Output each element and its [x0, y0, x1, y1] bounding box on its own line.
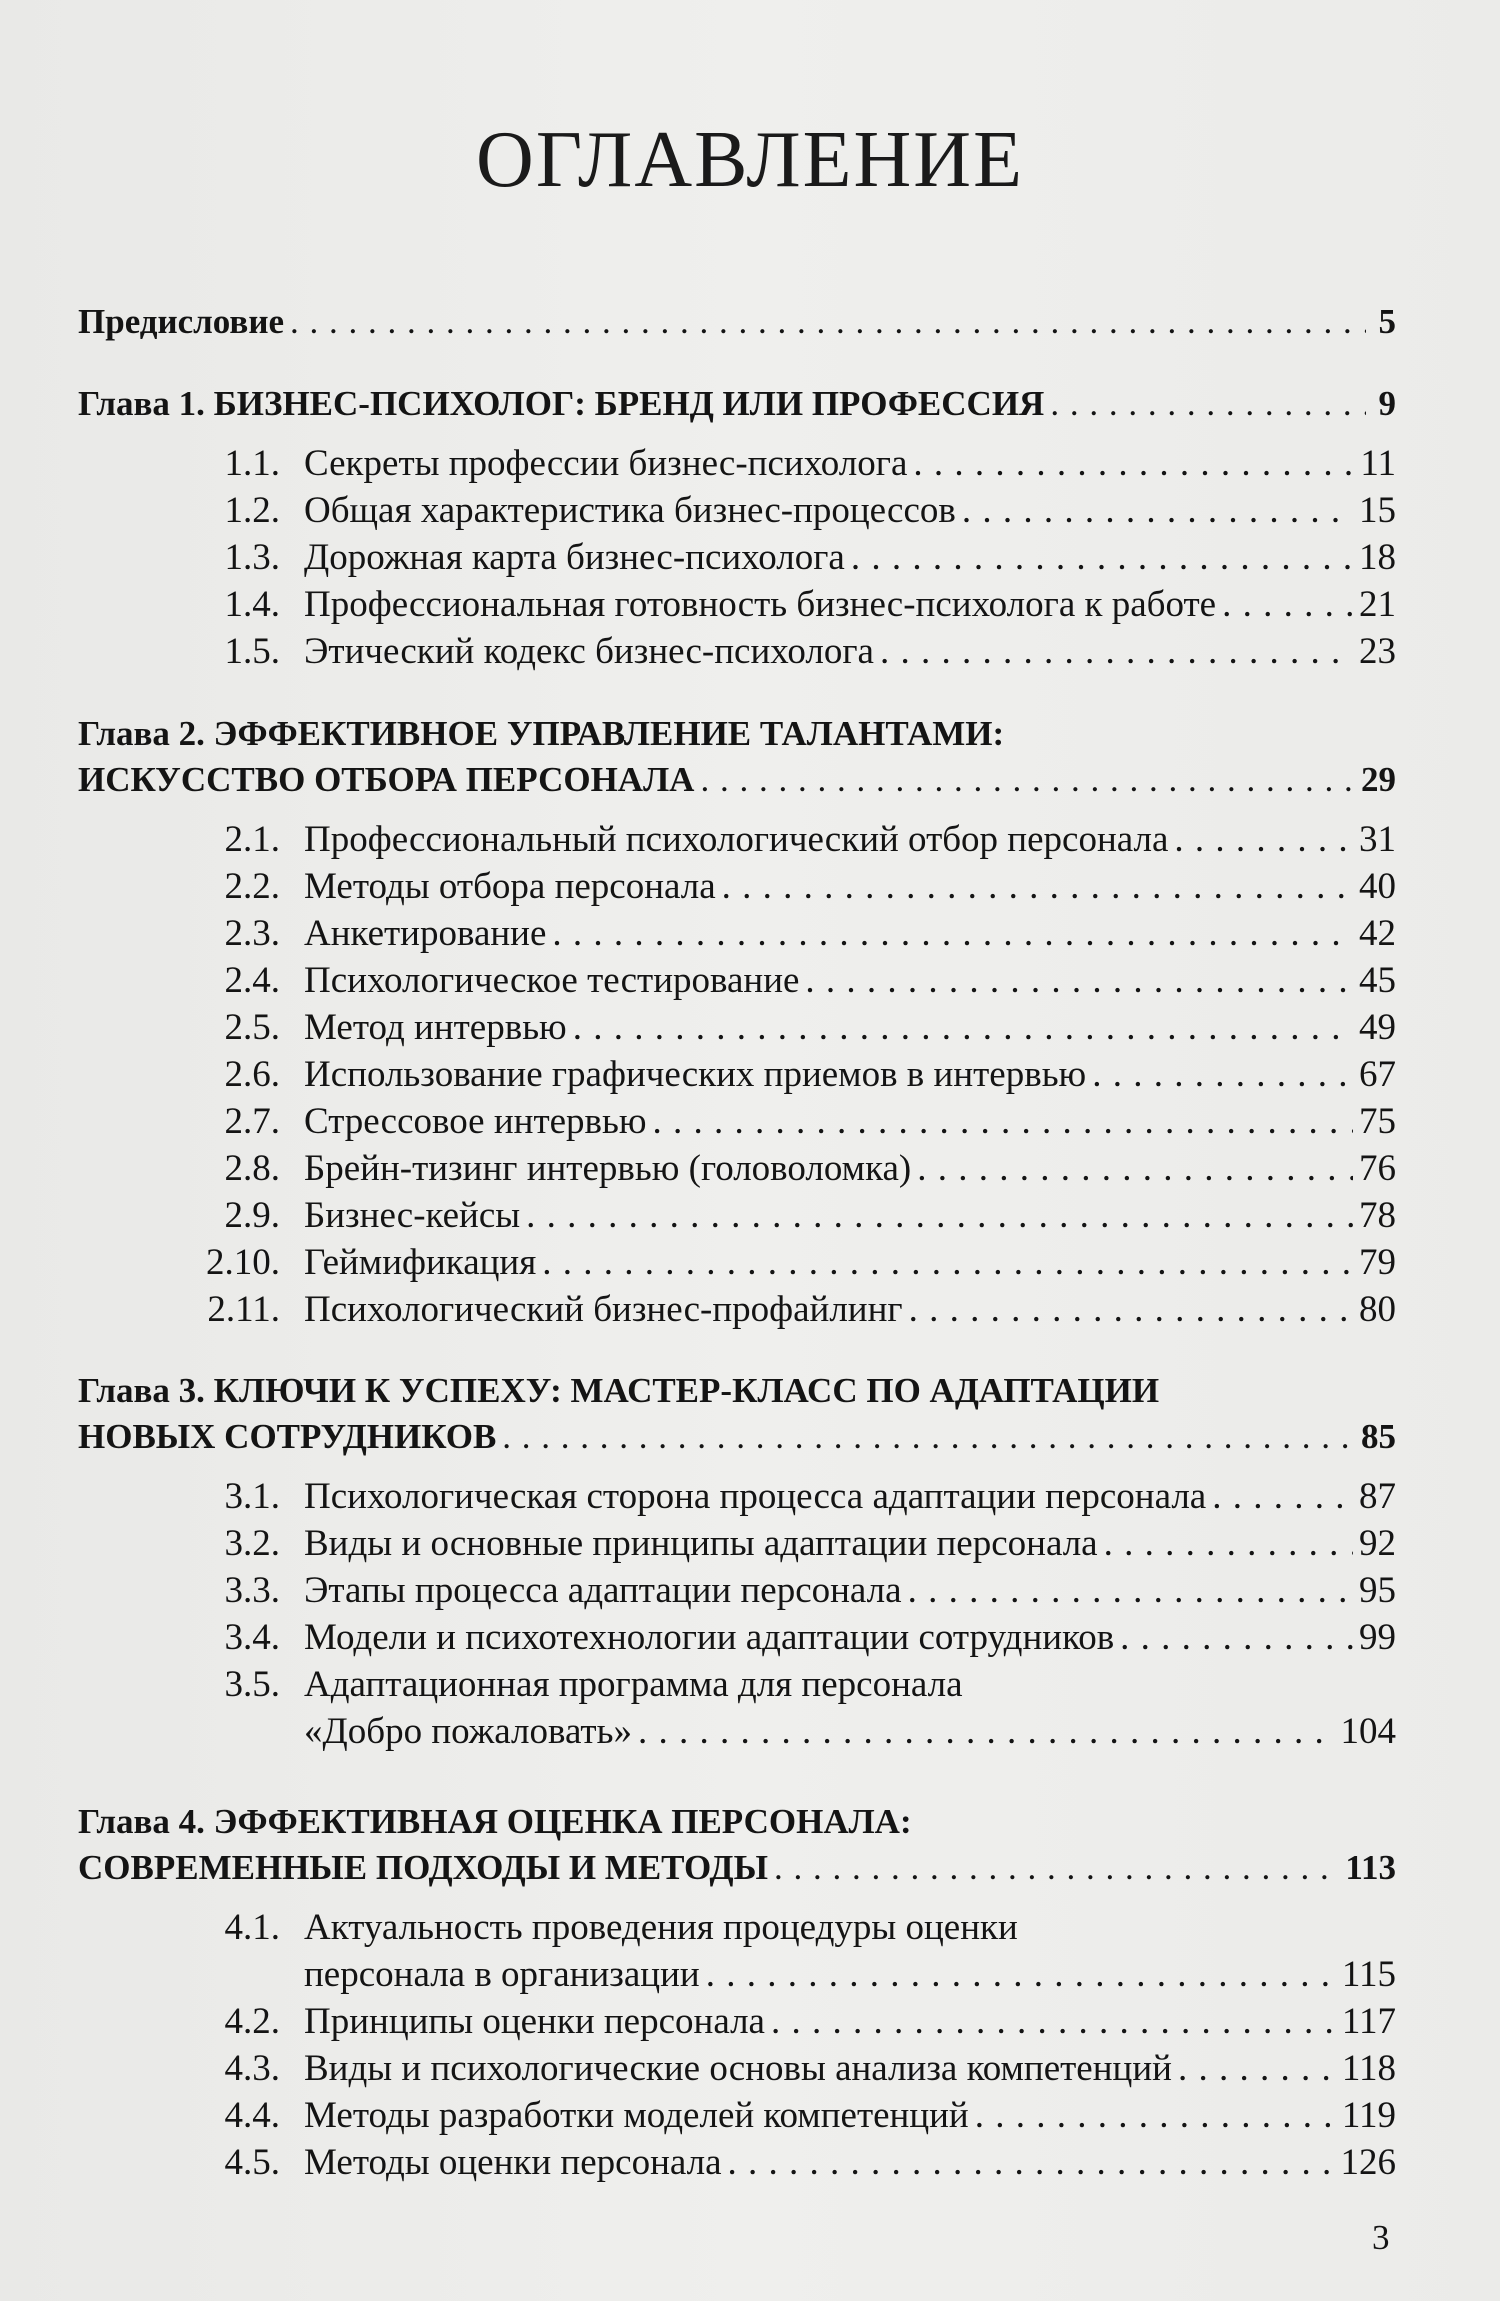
- section-page: 23: [1359, 631, 1396, 672]
- dot-leader: [290, 300, 1366, 344]
- section-title: Брейн-тизинг интервью (головоломка): [304, 1148, 912, 1189]
- dot-leader: [1174, 818, 1353, 862]
- section-page: 87: [1359, 1476, 1396, 1517]
- chapter-title: Глава 1. БИЗНЕС-ПСИХОЛОГ: БРЕНД ИЛИ ПРОФЕССИЯ: [78, 384, 1045, 423]
- section-title: Дорожная карта бизнес-психолога: [304, 537, 845, 578]
- section-number: 2.8.: [224, 1148, 280, 1189]
- section-title: Стрессовое интервью: [304, 1101, 647, 1142]
- toc-section-3-3[interactable]: [150, 1569, 1396, 1613]
- toc-section-1-4[interactable]: [150, 583, 1396, 627]
- toc-section-4-4[interactable]: [150, 2094, 1396, 2138]
- section-page: 117: [1341, 2001, 1396, 2042]
- chapter-title: Глава 3. КЛЮЧИ К УСПЕХУ: МАСТЕР-КЛАСС ПО АДАПТАЦИИ: [78, 1371, 1160, 1410]
- section-title: Принципы оценки персонала: [304, 2001, 765, 2042]
- section-page: 118: [1341, 2048, 1396, 2089]
- page-number: 3: [1372, 2218, 1390, 2257]
- section-page: 119: [1341, 2095, 1396, 2136]
- page-title: ОГЛАВЛЕНИЕ: [476, 116, 1024, 204]
- dot-leader: [962, 489, 1353, 533]
- toc-section-2-5[interactable]: [150, 1006, 1396, 1050]
- section-number: 1.5.: [224, 631, 280, 672]
- chapter-title: Глава 2. ЭФФЕКТИВНОЕ УПРАВЛЕНИЕ ТАЛАНТАМИ:: [78, 714, 1005, 753]
- section-page: 40: [1359, 866, 1396, 907]
- toc-chapter-2-line2[interactable]: [78, 758, 1396, 802]
- section-title: Актуальность проведения процедуры оценки: [304, 1907, 1018, 1948]
- dot-leader: [774, 1846, 1339, 1890]
- entry-page: 5: [1378, 302, 1396, 341]
- section-title: Этапы процесса адаптации персонала: [304, 1570, 902, 1611]
- dot-leader: [913, 442, 1354, 486]
- toc-chapter-2-line1[interactable]: [78, 712, 1396, 756]
- toc-section-3-1[interactable]: [150, 1475, 1396, 1519]
- section-page: 42: [1359, 913, 1396, 954]
- dot-leader: [1222, 583, 1353, 627]
- section-number: 2.4.: [224, 960, 280, 1001]
- section-title: Адаптационная программа для персонала: [304, 1664, 963, 1705]
- toc-chapter-4-line2[interactable]: [78, 1846, 1396, 1890]
- toc-section-4-1-line2[interactable]: [150, 1953, 1396, 1997]
- section-title: Методы отбора персонала: [304, 866, 716, 907]
- section-page: 15: [1359, 490, 1396, 531]
- section-number: 4.2.: [224, 2001, 280, 2042]
- toc-section-3-4[interactable]: [150, 1616, 1396, 1660]
- toc-section-2-11[interactable]: [150, 1288, 1396, 1332]
- toc-section-1-3[interactable]: [150, 536, 1396, 580]
- section-number: 1.1.: [224, 443, 280, 484]
- dot-leader: [771, 2000, 1336, 2044]
- dot-leader: [1178, 2047, 1336, 2091]
- dot-leader: [805, 959, 1353, 1003]
- section-title: Бизнес-кейсы: [304, 1195, 521, 1236]
- section-title-cont: персонала в организации: [304, 1954, 700, 1995]
- section-number: 3.2.: [224, 1523, 280, 1564]
- section-title: Общая характеристика бизнес-процессов: [304, 490, 956, 531]
- toc-section-4-1-line1[interactable]: [150, 1906, 1396, 1950]
- section-number: 2.6.: [224, 1054, 280, 1095]
- section-title: Психологическая сторона процесса адаптации персонала: [304, 1476, 1207, 1517]
- toc-section-1-1[interactable]: [150, 442, 1396, 486]
- toc-section-2-2[interactable]: [150, 865, 1396, 909]
- toc-section-2-3[interactable]: [150, 912, 1396, 956]
- section-number: 2.9.: [224, 1195, 280, 1236]
- dot-leader: [722, 865, 1353, 909]
- toc-chapter-3-line1[interactable]: [78, 1369, 1396, 1413]
- section-number: 2.3.: [224, 913, 280, 954]
- section-page: 31: [1359, 819, 1396, 860]
- section-number: 4.1.: [224, 1907, 280, 1948]
- toc-section-3-5-line2[interactable]: [150, 1710, 1396, 1754]
- dot-leader: [728, 2141, 1335, 2185]
- toc-section-4-3[interactable]: [150, 2047, 1396, 2091]
- section-page: 75: [1359, 1101, 1396, 1142]
- toc-section-3-5-line1[interactable]: [150, 1663, 1396, 1707]
- toc-entry-preface[interactable]: [78, 300, 1396, 344]
- section-title: Виды и основные принципы адаптации персонала: [304, 1523, 1098, 1564]
- dot-leader: [502, 1415, 1355, 1459]
- dot-leader: [700, 758, 1355, 802]
- toc-section-4-2[interactable]: [150, 2000, 1396, 2044]
- section-number: 3.4.: [224, 1617, 280, 1658]
- chapter-page: 29: [1361, 760, 1396, 799]
- toc-section-2-4[interactable]: [150, 959, 1396, 1003]
- section-number: 2.7.: [224, 1101, 280, 1142]
- section-title: Методы оценки персонала: [304, 2142, 722, 2183]
- toc-section-2-7[interactable]: [150, 1100, 1396, 1144]
- dot-leader: [706, 1953, 1336, 1997]
- entry-title: Предисловие: [78, 302, 285, 341]
- toc-chapter-4-line1[interactable]: [78, 1800, 1396, 1844]
- dot-leader: [1212, 1475, 1353, 1519]
- section-page: 79: [1359, 1242, 1396, 1283]
- section-title: Методы разработки моделей компетенций: [304, 2095, 969, 2136]
- dot-leader: [1120, 1616, 1353, 1660]
- section-number: 2.2.: [224, 866, 280, 907]
- section-number: 1.4.: [224, 584, 280, 625]
- toc-section-3-2[interactable]: [150, 1522, 1396, 1566]
- section-title: Метод интервью: [304, 1007, 567, 1048]
- dot-leader: [1104, 1522, 1353, 1566]
- section-page: 11: [1360, 443, 1396, 484]
- toc-section-2-1[interactable]: [150, 818, 1396, 862]
- section-page: 80: [1359, 1289, 1396, 1330]
- toc-chapter-1[interactable]: [78, 382, 1396, 426]
- dot-leader: [975, 2094, 1336, 2138]
- section-title: Использование графических приемов в интервью: [304, 1054, 1087, 1095]
- section-page: 67: [1359, 1054, 1396, 1095]
- chapter-title: Глава 4. ЭФФЕКТИВНАЯ ОЦЕНКА ПЕРСОНАЛА:: [78, 1802, 912, 1841]
- section-title: Виды и психологические основы анализа компетенций: [304, 2048, 1172, 2089]
- section-number: 2.10.: [206, 1242, 280, 1283]
- dot-leader: [917, 1147, 1353, 1191]
- dot-leader: [653, 1100, 1353, 1144]
- section-page: 45: [1359, 960, 1396, 1001]
- dot-leader: [1050, 382, 1366, 426]
- section-page: 49: [1359, 1007, 1396, 1048]
- section-number: 4.4.: [224, 2095, 280, 2136]
- section-number: 1.3.: [224, 537, 280, 578]
- section-page: 78: [1359, 1195, 1396, 1236]
- section-page: 76: [1359, 1148, 1396, 1189]
- section-title-cont: «Добро пожаловать»: [304, 1711, 632, 1752]
- chapter-page: 85: [1361, 1417, 1396, 1456]
- section-number: 2.5.: [224, 1007, 280, 1048]
- toc-section-2-10[interactable]: [150, 1241, 1396, 1285]
- section-number: 3.5.: [224, 1664, 280, 1705]
- chapter-page: 113: [1345, 1848, 1396, 1887]
- toc-section-2-8[interactable]: [150, 1147, 1396, 1191]
- section-title: Анкетирование: [304, 913, 547, 954]
- section-page: 126: [1340, 2142, 1396, 2183]
- section-number: 3.1.: [224, 1476, 280, 1517]
- section-title: Этический кодекс бизнес-психолога: [304, 631, 874, 672]
- chapter-title-cont: ИСКУССТВО ОТБОРА ПЕРСОНАЛА: [78, 760, 695, 799]
- section-page: 18: [1359, 537, 1396, 578]
- dot-leader: [573, 1006, 1353, 1050]
- section-title: Секреты профессии бизнес-психолога: [304, 443, 908, 484]
- dot-leader: [909, 1288, 1353, 1332]
- toc-section-1-2[interactable]: [150, 489, 1396, 533]
- section-title: Профессиональный психологический отбор персонала: [304, 819, 1169, 860]
- section-page: 115: [1341, 1954, 1396, 1995]
- section-number: 1.2.: [224, 490, 280, 531]
- section-title: Профессиональная готовность бизнес-психолога к работе: [304, 584, 1217, 625]
- section-page: 92: [1359, 1523, 1396, 1564]
- section-number: 4.3.: [224, 2048, 280, 2089]
- section-title: Геймификация: [304, 1242, 537, 1283]
- dot-leader: [542, 1241, 1353, 1285]
- chapter-page: 9: [1378, 384, 1396, 423]
- section-title: Психологический бизнес-профайлинг: [304, 1289, 903, 1330]
- section-number: 2.1.: [224, 819, 280, 860]
- dot-leader: [880, 630, 1353, 674]
- section-number: 4.5.: [224, 2142, 280, 2183]
- section-number: 2.11.: [207, 1289, 280, 1330]
- toc-section-2-9[interactable]: [150, 1194, 1396, 1238]
- dot-leader: [908, 1569, 1353, 1613]
- section-title: Психологическое тестирование: [304, 960, 800, 1001]
- section-number: 3.3.: [224, 1570, 280, 1611]
- dot-leader: [526, 1194, 1353, 1238]
- section-page: 99: [1359, 1617, 1396, 1658]
- chapter-title-cont: СОВРЕМЕННЫЕ ПОДХОДЫ И МЕТОДЫ: [78, 1848, 768, 1887]
- dot-leader: [1092, 1053, 1353, 1097]
- dot-leader: [638, 1710, 1335, 1754]
- section-title: Модели и психотехнологии адаптации сотрудников: [304, 1617, 1115, 1658]
- section-page: 21: [1359, 584, 1396, 625]
- section-page: 95: [1359, 1570, 1396, 1611]
- toc-section-1-5[interactable]: [150, 630, 1396, 674]
- chapter-title-cont: НОВЫХ СОТРУДНИКОВ: [78, 1417, 497, 1456]
- toc-section-2-6[interactable]: [150, 1053, 1396, 1097]
- dot-leader: [552, 912, 1353, 956]
- dot-leader: [851, 536, 1353, 580]
- toc-section-4-5[interactable]: [150, 2141, 1396, 2185]
- toc-chapter-3-line2[interactable]: [78, 1415, 1396, 1459]
- section-page: 104: [1340, 1711, 1396, 1752]
